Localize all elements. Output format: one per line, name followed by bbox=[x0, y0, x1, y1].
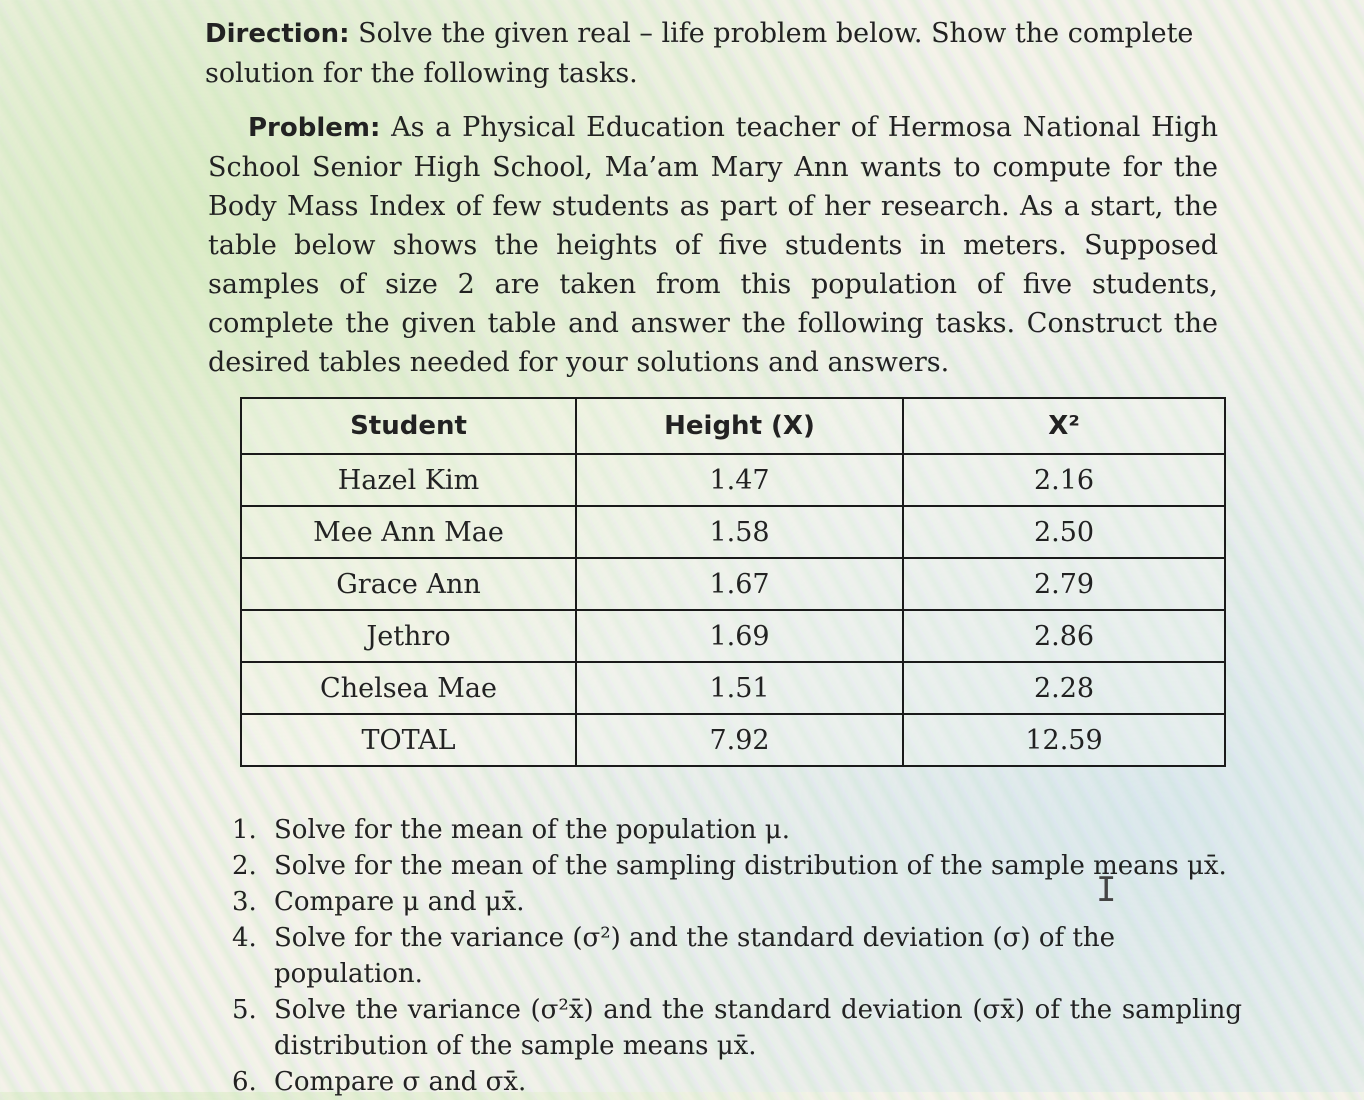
height-cell: 1.58 bbox=[576, 506, 903, 558]
list-item bbox=[232, 812, 1242, 848]
text-cursor-icon: I bbox=[1096, 870, 1117, 910]
table-header-row bbox=[241, 398, 1225, 454]
task-number: 3. bbox=[232, 887, 257, 917]
total-x-squared-cell: 12.59 bbox=[903, 714, 1225, 766]
task-list bbox=[232, 812, 1242, 1100]
student-name-cell: Mee Ann Mae bbox=[241, 506, 576, 558]
task-number: 4. bbox=[232, 923, 257, 953]
height-cell: 1.51 bbox=[576, 662, 903, 714]
task-number: 1. bbox=[232, 815, 257, 845]
column-header-x-squared: X² bbox=[903, 398, 1225, 454]
column-header-student: Student bbox=[241, 398, 576, 454]
student-name-cell: Grace Ann bbox=[241, 558, 576, 610]
total-height-cell: 7.92 bbox=[576, 714, 903, 766]
list-item bbox=[232, 884, 1242, 920]
problem-label: Problem: bbox=[248, 113, 381, 143]
list-item bbox=[232, 848, 1242, 884]
x-squared-cell: 2.28 bbox=[903, 662, 1225, 714]
x-squared-cell: 2.86 bbox=[903, 610, 1225, 662]
height-cell: 1.47 bbox=[576, 454, 903, 506]
x-squared-cell: 2.50 bbox=[903, 506, 1225, 558]
student-name-cell: Chelsea Mae bbox=[241, 662, 576, 714]
list-item bbox=[232, 920, 1242, 992]
task-number: 6. bbox=[232, 1067, 257, 1097]
problem-text: As a Physical Education teacher of Hermosa National High School Senior High School, Ma’am Mary Ann wants to compute for the Body Mass Index of few students as part of her research. As a start, the table below shows the heights of five students in meters. Supposed samples of size 2 are taken from this population of five students, complete the given table and answer the following tasks. Construct the desired tables needed for your solutions and answers. bbox=[208, 112, 1218, 378]
column-header-height: Height (X) bbox=[576, 398, 903, 454]
task-text: Compare μ and μx̄. bbox=[274, 887, 525, 917]
task-number: 5. bbox=[232, 995, 257, 1025]
task-text: Solve for the mean of the population μ. bbox=[274, 815, 790, 845]
student-name-cell: Hazel Kim bbox=[241, 454, 576, 506]
task-text: Solve for the variance (σ²) and the standard deviation (σ) of the population. bbox=[274, 923, 1115, 989]
table-row bbox=[241, 506, 1225, 558]
heights-table bbox=[240, 397, 1226, 767]
task-text: Solve for the mean of the sampling distribution of the sample means μx̄. bbox=[274, 851, 1227, 881]
x-squared-cell: 2.79 bbox=[903, 558, 1225, 610]
direction-paragraph bbox=[205, 14, 1230, 93]
list-item bbox=[232, 1064, 1242, 1100]
table-row bbox=[241, 558, 1225, 610]
table-total-row bbox=[241, 714, 1225, 766]
list-item bbox=[232, 992, 1242, 1064]
direction-text: Solve the given real – life problem below. Show the complete solution for the following tasks. bbox=[205, 18, 1194, 89]
table-row bbox=[241, 610, 1225, 662]
direction-label: Direction: bbox=[205, 19, 350, 49]
x-squared-cell: 2.16 bbox=[903, 454, 1225, 506]
problem-paragraph bbox=[208, 108, 1218, 382]
height-cell: 1.69 bbox=[576, 610, 903, 662]
task-number: 2. bbox=[232, 851, 257, 881]
table-row bbox=[241, 454, 1225, 506]
task-text: Compare σ and σx̄. bbox=[274, 1067, 527, 1097]
student-name-cell: Jethro bbox=[241, 610, 576, 662]
total-label-cell: TOTAL bbox=[241, 714, 576, 766]
table-row bbox=[241, 662, 1225, 714]
task-text: Solve the variance (σ²x̄) and the standard deviation (σx̄) of the sampling distribution of the sample means μx̄. bbox=[274, 995, 1242, 1061]
height-cell: 1.67 bbox=[576, 558, 903, 610]
